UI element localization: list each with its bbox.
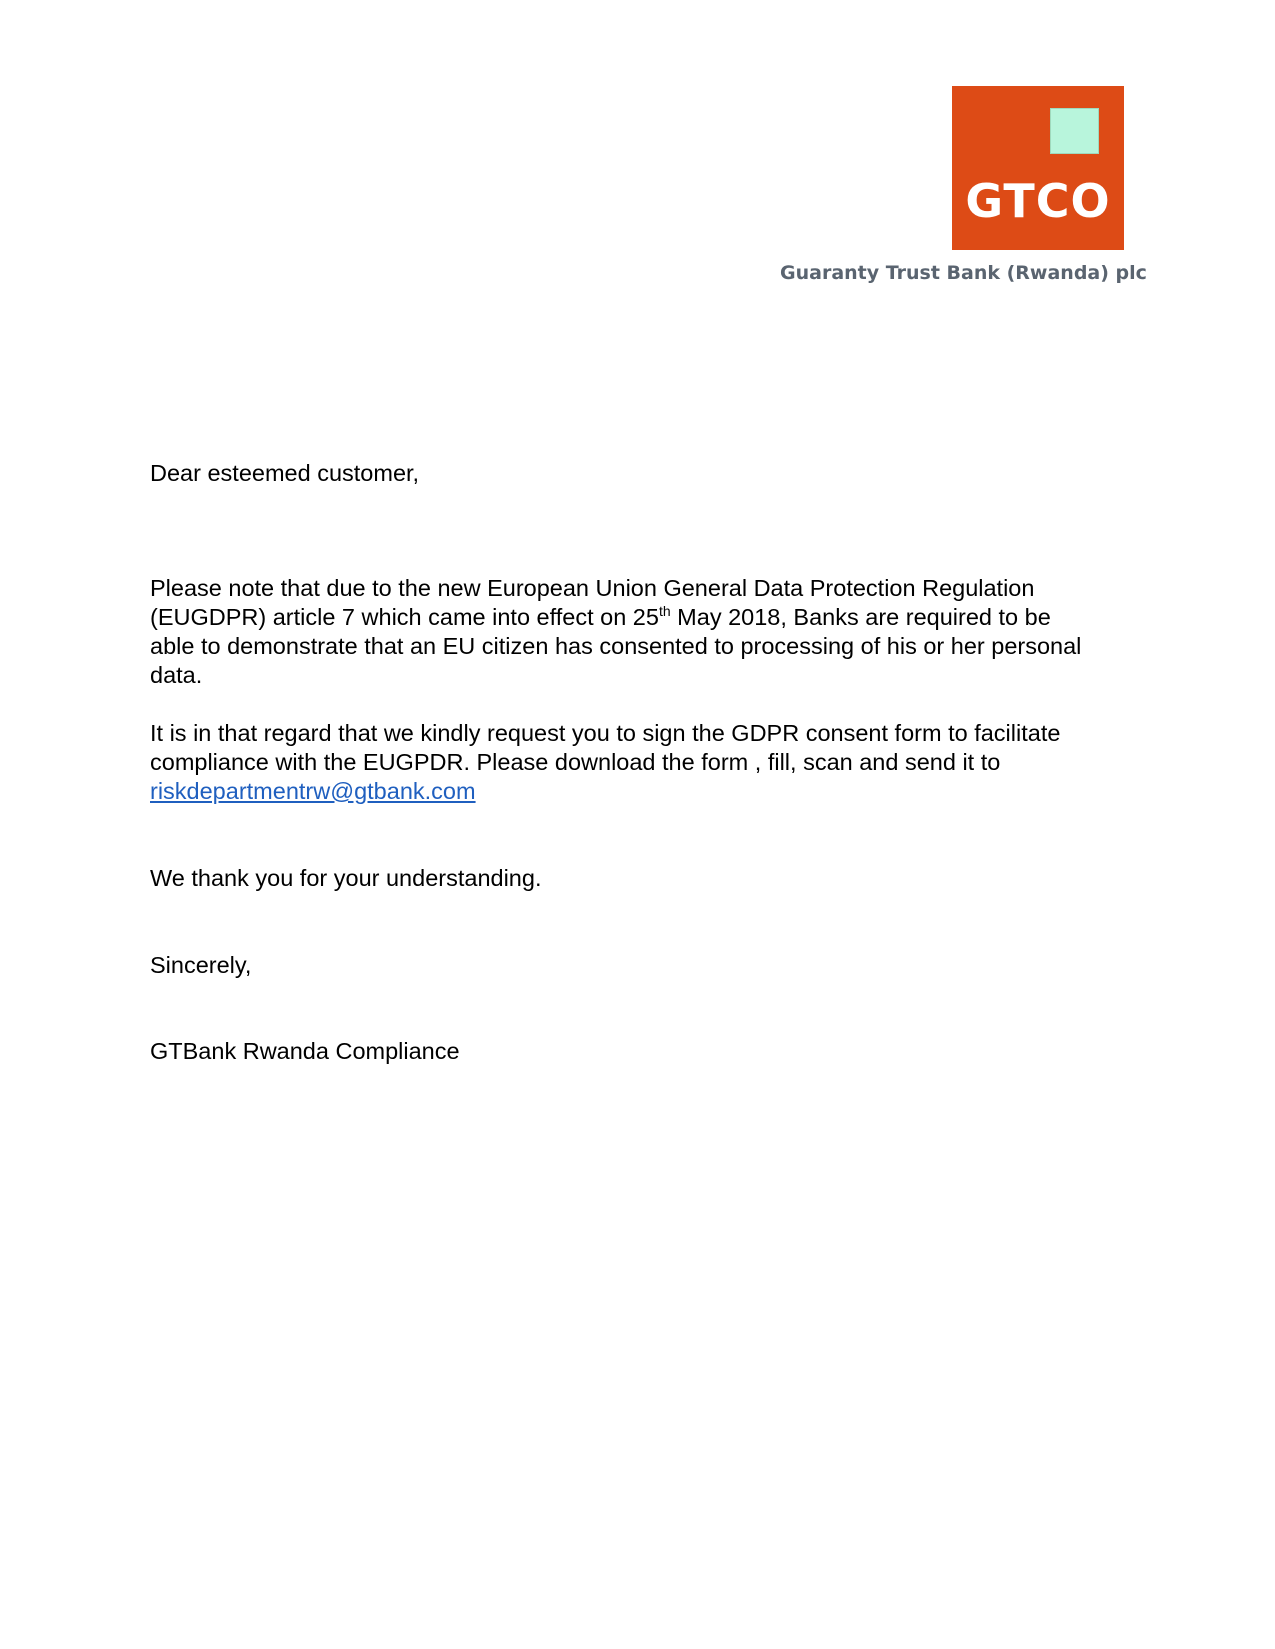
thanks-line: We thank you for your understanding. <box>150 865 542 891</box>
logo-text: GTCO <box>965 174 1111 228</box>
para1-line1: Please note that due to the new European Union General Data Protection Regulation <box>150 575 1035 601</box>
para2-line2: compliance with the EUGPDR. Please download the form , fill, scan and send it to <box>150 749 1001 775</box>
bank-name: Guaranty Trust Bank (Rwanda) plc <box>780 262 1147 284</box>
logo-square-icon <box>1050 108 1099 154</box>
para2-line1: It is in that regard that we kindly request you to sign the GDPR consent form to facilitate <box>150 720 1061 746</box>
para1-line4: data. <box>150 662 203 688</box>
para1-line3: able to demonstrate that an EU citizen has consented to processing of his or her personal <box>150 633 1082 659</box>
closing: Sincerely, <box>150 952 252 978</box>
email-link[interactable]: riskdepartmentrw@gtbank.com <box>150 778 476 804</box>
email-line <box>150 777 476 806</box>
gtco-logo <box>952 86 1124 250</box>
para1-line2: (EUGDPR) article 7 which came into effect on 25th May 2018, Banks are required to be <box>150 603 1051 630</box>
greeting: Dear esteemed customer, <box>150 460 420 486</box>
signature: GTBank Rwanda Compliance <box>150 1038 460 1064</box>
